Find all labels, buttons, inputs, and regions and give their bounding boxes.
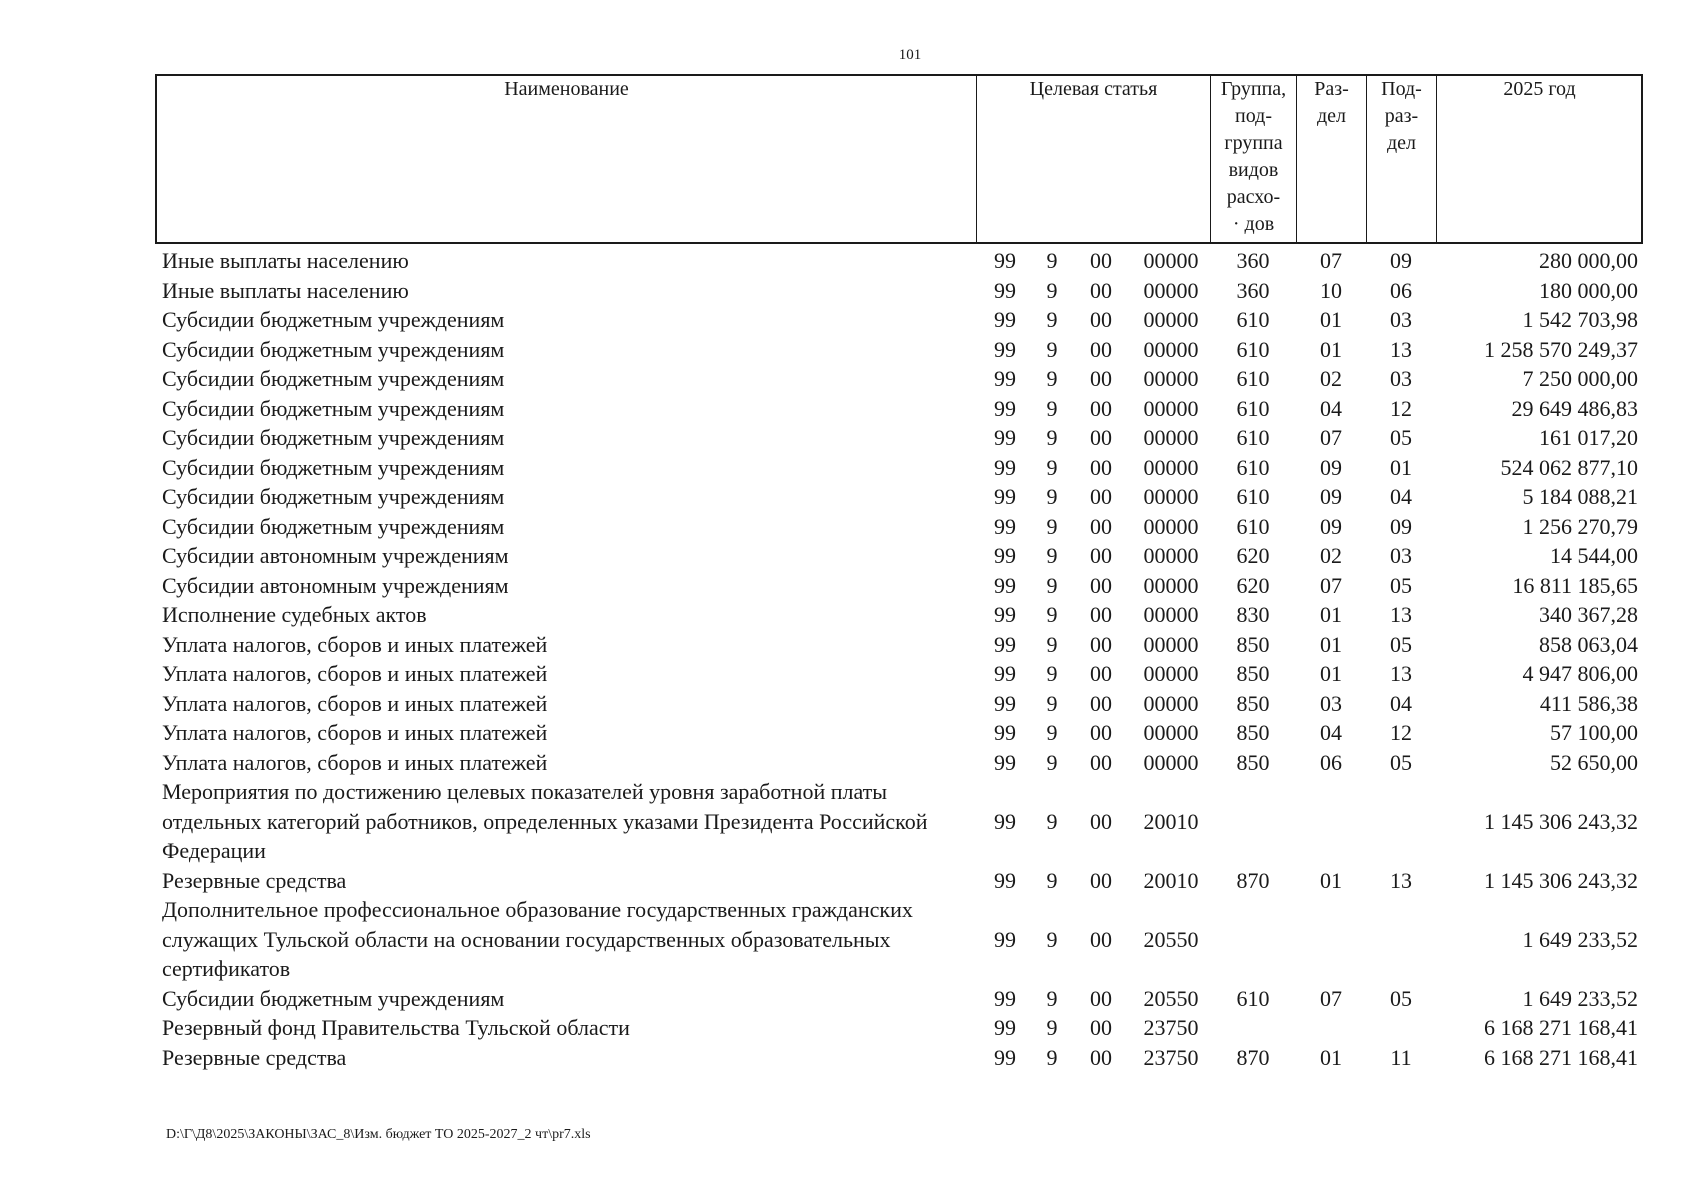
row-code-event: 00 (1090, 985, 1112, 1011)
row-amount: 57 100,00 (1550, 720, 1638, 745)
row-amount: 280 000,00 (1539, 248, 1638, 273)
row-code-direction: 20010 (1143, 867, 1199, 893)
table-row (156, 423, 1642, 453)
row-code-direction: 00000 (1143, 543, 1199, 568)
row-code-direction: 00000 (1143, 631, 1199, 657)
row-target-article (976, 866, 1210, 896)
row-subsection: 05 (1390, 425, 1412, 450)
row-name: Субсидии бюджетным учреждениям (162, 307, 505, 332)
row-code-subprogram: 9 (1046, 484, 1058, 509)
row-amount: 52 650,00 (1550, 749, 1638, 775)
row-code-subprogram: 9 (1046, 985, 1058, 1011)
row-amount: 7 250 000,00 (1522, 366, 1638, 391)
row-code-program: 99 (994, 631, 1016, 657)
row-code-direction: 00000 (1143, 749, 1199, 775)
table-row (156, 335, 1642, 365)
table-row (156, 748, 1642, 778)
row-target-article (976, 1013, 1210, 1043)
row-amount: 1 145 306 243,32 (1484, 867, 1638, 893)
row-target-article (976, 718, 1210, 748)
row-name: Дополнительное профессиональное образование государственных гражданских служащих Тульской области на основании государственных образовательных сертификатов (162, 897, 913, 981)
table-row (156, 895, 1642, 984)
row-code-direction: 20550 (1143, 926, 1199, 952)
table-row (156, 453, 1642, 483)
row-code-direction: 00000 (1143, 277, 1199, 303)
row-code-direction: 00000 (1143, 602, 1199, 627)
header-name: Наименование (157, 76, 977, 244)
row-code-direction: 23750 (1143, 1044, 1199, 1070)
row-name: Уплата налогов, сборов и иных платежей (162, 631, 548, 657)
row-section (1296, 895, 1366, 984)
row-name: Субсидии бюджетным учреждениям (162, 985, 505, 1011)
row-target-article (976, 335, 1210, 365)
row-name: Субсидии бюджетным учреждениям (162, 366, 505, 391)
table-row (156, 984, 1642, 1014)
row-section: 04 (1320, 720, 1342, 745)
row-target-article (976, 1043, 1210, 1073)
row-code-event: 00 (1090, 248, 1112, 273)
row-target-article (976, 984, 1210, 1014)
row-subsection: 01 (1390, 454, 1412, 480)
row-group (1210, 895, 1296, 984)
row-name: Иные выплаты населению (162, 277, 409, 303)
table-row (156, 777, 1642, 866)
footer-file-path: D:\Г\Д8\2025\ЗАКОНЫ\ЗАС_8\Изм. бюджет ТО 2025-2027_2 чт\pr7.xls (166, 1127, 591, 1142)
row-code-event: 00 (1090, 1044, 1112, 1070)
row-target-article (976, 748, 1210, 778)
table-row (156, 541, 1642, 571)
table-row (156, 1013, 1642, 1043)
row-code-subprogram: 9 (1046, 661, 1058, 686)
row-group: 850 (1236, 661, 1270, 686)
row-code-event: 00 (1090, 395, 1112, 421)
header-group-line: под- (1235, 105, 1272, 127)
row-amount: 340 367,28 (1539, 602, 1638, 627)
row-subsection: 05 (1390, 749, 1412, 775)
row-code-subprogram: 9 (1046, 425, 1058, 450)
row-code-event: 00 (1090, 926, 1112, 952)
row-subsection: 12 (1390, 395, 1412, 421)
row-section: 02 (1320, 366, 1342, 391)
row-code-subprogram: 9 (1046, 867, 1058, 893)
header-section (1297, 76, 1367, 244)
row-section: 07 (1320, 572, 1342, 598)
row-group: 850 (1236, 690, 1270, 716)
row-code-event: 00 (1090, 867, 1112, 893)
header-subsection-line: Под- (1381, 78, 1422, 100)
row-target-article (976, 571, 1210, 601)
row-subsection: 05 (1390, 631, 1412, 657)
row-code-event: 00 (1090, 366, 1112, 391)
row-group: 610 (1236, 484, 1270, 509)
row-amount: 1 256 270,79 (1522, 513, 1638, 539)
table-header (156, 75, 1643, 244)
row-name: Субсидии бюджетным учреждениям (162, 484, 505, 509)
row-section: 09 (1320, 513, 1342, 539)
row-code-direction: 00000 (1143, 366, 1199, 391)
row-name: Уплата налогов, сборов и иных платежей (162, 720, 548, 745)
row-code-program: 99 (994, 425, 1016, 450)
row-code-direction: 20550 (1143, 985, 1199, 1011)
row-amount: 5 184 088,21 (1522, 484, 1638, 509)
row-code-program: 99 (994, 336, 1016, 362)
row-group: 850 (1236, 720, 1270, 745)
row-group: 610 (1236, 366, 1270, 391)
row-target-article (976, 364, 1210, 394)
row-code-subprogram: 9 (1046, 307, 1058, 332)
row-target-article (976, 276, 1210, 306)
row-code-subprogram: 9 (1046, 749, 1058, 775)
row-section: 01 (1320, 631, 1342, 657)
row-code-event: 00 (1090, 602, 1112, 627)
row-code-program: 99 (994, 307, 1016, 332)
row-subsection (1366, 895, 1436, 984)
row-code-program: 99 (994, 926, 1016, 952)
row-code-subprogram: 9 (1046, 543, 1058, 568)
row-group: 620 (1236, 543, 1270, 568)
row-subsection: 04 (1390, 690, 1412, 716)
row-target-article (976, 394, 1210, 424)
row-code-event: 00 (1090, 277, 1112, 303)
row-group: 610 (1236, 985, 1270, 1011)
row-section: 09 (1320, 484, 1342, 509)
row-section: 01 (1320, 307, 1342, 332)
table-row (156, 394, 1642, 424)
row-subsection: 09 (1390, 248, 1412, 273)
row-amount: 1 649 233,52 (1522, 926, 1638, 952)
row-amount: 1 649 233,52 (1522, 985, 1638, 1011)
row-name: Мероприятия по достижению целевых показателей уровня заработной платы отдельных категорий работников, определенных указами Президента Российской Федерации (162, 779, 928, 863)
row-group: 610 (1236, 454, 1270, 480)
table-row (156, 1043, 1642, 1073)
row-code-direction: 00000 (1143, 307, 1199, 332)
row-subsection: 13 (1390, 867, 1412, 893)
row-code-direction: 00000 (1143, 690, 1199, 716)
row-subsection: 05 (1390, 572, 1412, 598)
row-name: Субсидии бюджетным учреждениям (162, 425, 505, 450)
row-code-event: 00 (1090, 631, 1112, 657)
table-row (156, 659, 1642, 689)
row-code-subprogram: 9 (1046, 1044, 1058, 1070)
row-code-subprogram: 9 (1046, 366, 1058, 391)
row-name: Исполнение судебных актов (162, 602, 427, 627)
row-section: 01 (1320, 1044, 1342, 1070)
table-row (156, 866, 1642, 896)
row-group (1210, 777, 1296, 866)
row-amount: 6 168 271 168,41 (1484, 1015, 1638, 1040)
row-code-program: 99 (994, 572, 1016, 598)
row-group: 850 (1236, 749, 1270, 775)
row-code-subprogram: 9 (1046, 248, 1058, 273)
row-subsection: 13 (1390, 602, 1412, 627)
row-section: 04 (1320, 395, 1342, 421)
row-code-subprogram: 9 (1046, 1015, 1058, 1040)
row-target-article (976, 512, 1210, 542)
row-subsection: 04 (1390, 484, 1412, 509)
row-code-program: 99 (994, 366, 1016, 391)
row-target-article (976, 659, 1210, 689)
row-section (1296, 1013, 1366, 1043)
row-code-program: 99 (994, 985, 1016, 1011)
row-group: 610 (1236, 513, 1270, 539)
row-section: 07 (1320, 248, 1342, 273)
row-code-program: 99 (994, 395, 1016, 421)
row-name: Субсидии автономным учреждениям (162, 572, 509, 598)
row-group: 620 (1236, 572, 1270, 598)
table-row (156, 364, 1642, 394)
row-code-direction: 00000 (1143, 454, 1199, 480)
row-code-program: 99 (994, 277, 1016, 303)
row-code-subprogram: 9 (1046, 690, 1058, 716)
row-code-event: 00 (1090, 543, 1112, 568)
row-code-program: 99 (994, 661, 1016, 686)
row-code-event: 00 (1090, 336, 1112, 362)
row-subsection (1366, 1013, 1436, 1043)
row-subsection: 03 (1390, 366, 1412, 391)
row-code-program: 99 (994, 513, 1016, 539)
row-code-subprogram: 9 (1046, 808, 1058, 834)
table-row (156, 600, 1642, 630)
header-group-line: группа (1224, 132, 1283, 154)
row-amount: 1 542 703,98 (1522, 307, 1638, 332)
row-section: 06 (1320, 749, 1342, 775)
row-code-event: 00 (1090, 661, 1112, 686)
row-amount: 180 000,00 (1539, 277, 1638, 303)
row-code-event: 00 (1090, 454, 1112, 480)
row-subsection: 06 (1390, 277, 1412, 303)
row-code-event: 00 (1090, 720, 1112, 745)
row-target-article (976, 246, 1210, 276)
row-code-subprogram: 9 (1046, 602, 1058, 627)
row-code-subprogram: 9 (1046, 454, 1058, 480)
row-group (1210, 1013, 1296, 1043)
row-section (1296, 777, 1366, 866)
row-code-direction: 00000 (1143, 248, 1199, 273)
row-amount: 1 145 306 243,32 (1484, 808, 1638, 834)
row-code-direction: 00000 (1143, 484, 1199, 509)
header-target-article: Целевая статья (977, 76, 1211, 244)
row-name: Субсидии бюджетным учреждениям (162, 454, 505, 480)
row-code-subprogram: 9 (1046, 336, 1058, 362)
header-section-line: дел (1316, 105, 1347, 127)
row-name: Субсидии автономным учреждениям (162, 543, 509, 568)
row-name: Уплата налогов, сборов и иных платежей (162, 749, 548, 775)
row-section: 01 (1320, 602, 1342, 627)
header-group-line: расхо- (1226, 186, 1281, 208)
row-name: Субсидии бюджетным учреждениям (162, 395, 505, 421)
row-section: 07 (1320, 985, 1342, 1011)
header-year: 2025 год (1437, 76, 1643, 244)
row-group: 610 (1236, 336, 1270, 362)
row-group: 850 (1236, 631, 1270, 657)
row-code-program: 99 (994, 484, 1016, 509)
row-group: 870 (1236, 867, 1270, 893)
row-group: 610 (1236, 425, 1270, 450)
row-code-event: 00 (1090, 484, 1112, 509)
row-target-article (976, 895, 1210, 984)
row-code-direction: 00000 (1143, 572, 1199, 598)
row-section: 10 (1320, 277, 1342, 303)
header-group-line: Группа, (1220, 78, 1287, 100)
row-code-event: 00 (1090, 690, 1112, 716)
table-row (156, 246, 1642, 276)
header-group (1211, 76, 1297, 244)
row-subsection: 03 (1390, 543, 1412, 568)
row-section: 01 (1320, 336, 1342, 362)
row-target-article (976, 630, 1210, 660)
header-section-line: Раз- (1314, 78, 1349, 100)
table-row (156, 482, 1642, 512)
row-target-article (976, 305, 1210, 335)
row-subsection (1366, 777, 1436, 866)
table-row (156, 630, 1642, 660)
row-amount: 858 063,04 (1539, 631, 1638, 657)
row-code-subprogram: 9 (1046, 277, 1058, 303)
row-code-subprogram: 9 (1046, 395, 1058, 421)
row-code-direction: 00000 (1143, 336, 1199, 362)
row-code-subprogram: 9 (1046, 513, 1058, 539)
row-subsection: 13 (1390, 661, 1412, 686)
row-name: Субсидии бюджетным учреждениям (162, 336, 505, 362)
row-code-event: 00 (1090, 749, 1112, 775)
row-target-article (976, 423, 1210, 453)
row-section: 09 (1320, 454, 1342, 480)
row-code-program: 99 (994, 867, 1016, 893)
row-code-direction: 00000 (1143, 661, 1199, 686)
row-section: 07 (1320, 425, 1342, 450)
table-row (156, 512, 1642, 542)
row-target-article (976, 689, 1210, 719)
table-row (156, 689, 1642, 719)
row-code-program: 99 (994, 602, 1016, 627)
row-name: Резервные средства (162, 1044, 347, 1070)
row-code-program: 99 (994, 248, 1016, 273)
row-name: Уплата налогов, сборов и иных платежей (162, 690, 548, 716)
header-subsection-line: раз- (1384, 105, 1419, 127)
row-code-direction: 00000 (1143, 513, 1199, 539)
row-target-article (976, 453, 1210, 483)
table-row (156, 571, 1642, 601)
table-body (156, 246, 1642, 1072)
row-amount: 14 544,00 (1550, 543, 1638, 568)
row-code-direction: 00000 (1143, 395, 1199, 421)
row-code-program: 99 (994, 808, 1016, 834)
row-code-program: 99 (994, 720, 1016, 745)
row-subsection: 05 (1390, 985, 1412, 1011)
row-amount: 524 062 877,10 (1500, 454, 1638, 480)
row-code-program: 99 (994, 1044, 1016, 1070)
row-subsection: 13 (1390, 336, 1412, 362)
page-number: 101 (898, 47, 922, 63)
row-section: 03 (1320, 690, 1342, 716)
row-group: 830 (1236, 602, 1270, 627)
row-subsection: 03 (1390, 307, 1412, 332)
row-name: Субсидии бюджетным учреждениям (162, 513, 505, 539)
row-group: 870 (1236, 1044, 1270, 1070)
row-section: 01 (1320, 867, 1342, 893)
row-target-article (976, 541, 1210, 571)
row-code-program: 99 (994, 1015, 1016, 1040)
row-code-event: 00 (1090, 1015, 1112, 1040)
row-subsection: 09 (1390, 513, 1412, 539)
table-row (156, 276, 1642, 306)
row-code-program: 99 (994, 690, 1016, 716)
row-code-direction: 20010 (1143, 808, 1199, 834)
row-code-subprogram: 9 (1046, 720, 1058, 745)
row-code-subprogram: 9 (1046, 572, 1058, 598)
row-code-direction: 23750 (1143, 1015, 1199, 1040)
row-subsection: 11 (1390, 1044, 1412, 1070)
row-amount: 6 168 271 168,41 (1484, 1044, 1638, 1070)
row-target-article (976, 482, 1210, 512)
row-group: 610 (1236, 395, 1270, 421)
row-name: Резервные средства (162, 867, 347, 893)
row-section: 02 (1320, 543, 1342, 568)
row-code-event: 00 (1090, 307, 1112, 332)
row-name: Иные выплаты населению (162, 248, 409, 273)
row-target-article (976, 777, 1210, 866)
row-amount: 161 017,20 (1539, 425, 1638, 450)
row-code-program: 99 (994, 749, 1016, 775)
row-code-program: 99 (994, 454, 1016, 480)
row-name: Резервный фонд Правительства Тульской области (162, 1015, 630, 1040)
row-amount: 4 947 806,00 (1522, 661, 1638, 686)
row-code-program: 99 (994, 543, 1016, 568)
header-subsection (1367, 76, 1437, 244)
row-code-event: 00 (1090, 425, 1112, 450)
header-subsection-line: дел (1386, 132, 1417, 154)
row-amount: 16 811 185,65 (1512, 572, 1638, 598)
table-row (156, 718, 1642, 748)
table-row (156, 305, 1642, 335)
row-section: 01 (1320, 661, 1342, 686)
row-name: Уплата налогов, сборов и иных платежей (162, 661, 548, 686)
row-group: 360 (1236, 248, 1270, 273)
row-code-event: 00 (1090, 572, 1112, 598)
row-code-subprogram: 9 (1046, 631, 1058, 657)
row-group: 360 (1236, 277, 1270, 303)
row-amount: 29 649 486,83 (1511, 395, 1638, 421)
row-amount: 411 586,38 (1539, 690, 1638, 716)
row-group: 610 (1236, 307, 1270, 332)
row-code-event: 00 (1090, 808, 1112, 834)
header-group-line: видов (1228, 159, 1279, 181)
row-subsection: 12 (1390, 720, 1412, 745)
row-target-article (976, 600, 1210, 630)
row-code-event: 00 (1090, 513, 1112, 539)
row-code-direction: 00000 (1143, 425, 1199, 450)
header-group-line: · дов (1232, 213, 1275, 235)
row-code-subprogram: 9 (1046, 926, 1058, 952)
row-amount: 1 258 570 249,37 (1484, 336, 1638, 362)
row-code-direction: 00000 (1143, 720, 1199, 745)
